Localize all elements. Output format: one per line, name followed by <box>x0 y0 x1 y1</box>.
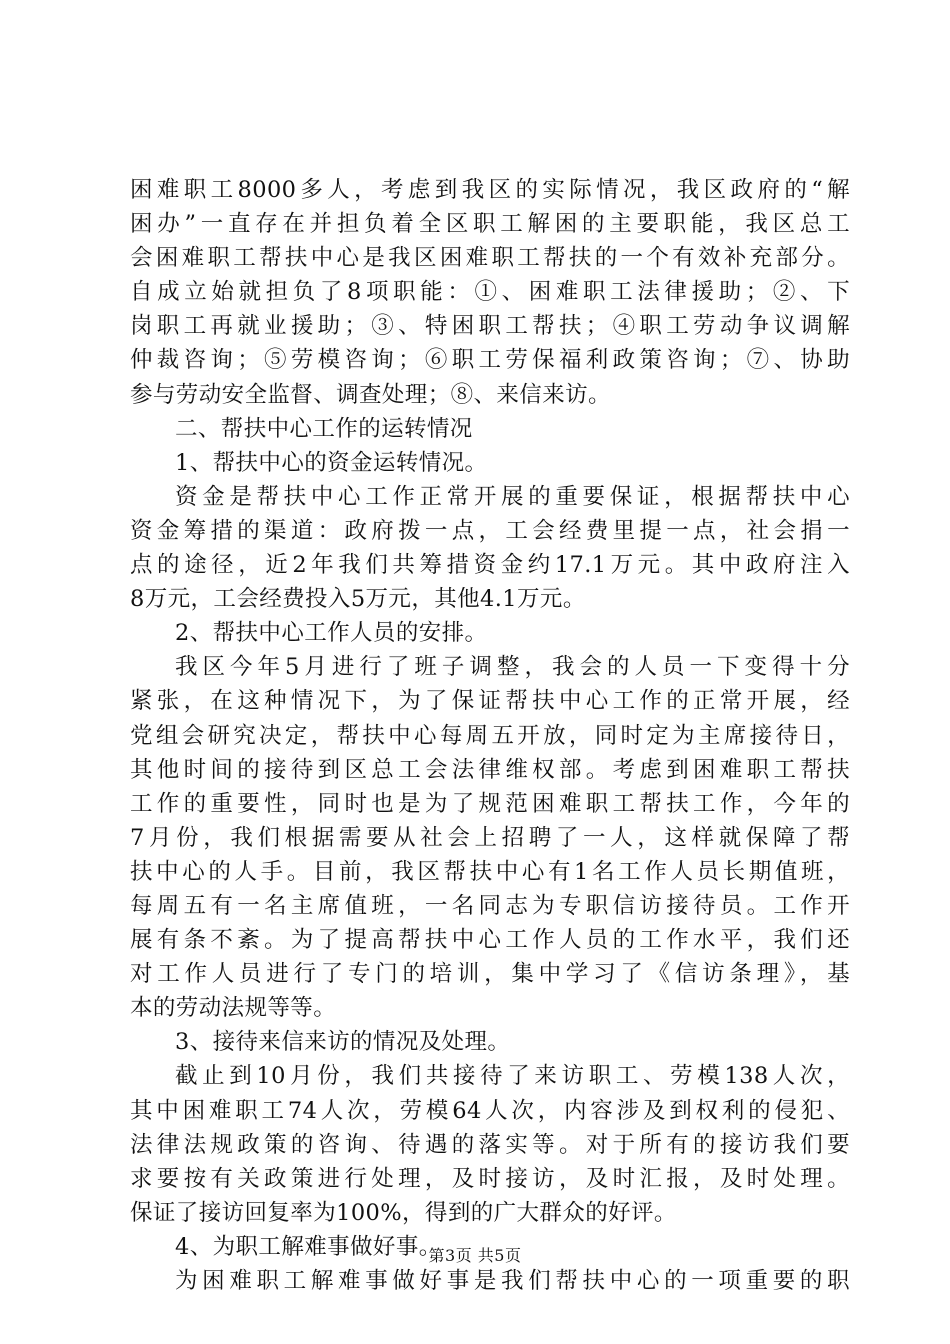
text-line: 其他时间的接待到区总工会法律维权部。考虑到困难职工帮扶 <box>130 756 850 783</box>
text-line: 资金是帮扶中心工作正常开展的重要保证，根据帮扶中心 <box>175 483 850 510</box>
text-line: 二、帮扶中心工作的运转情况 <box>175 415 473 442</box>
text-line: 困难职工8000多人，考虑到我区的实际情况，我区政府的“解 <box>130 177 850 203</box>
text-line: 本的劳动法规等等。 <box>130 995 337 1022</box>
text-line: 党组会研究决定，帮扶中心每周五开放，同时定为主席接待日， <box>130 722 850 749</box>
page-footer: 第3页 共5页 <box>428 1246 522 1265</box>
text-line: 参与劳动安全监督、调查处理；⑧、来信来访。 <box>130 381 611 408</box>
text-line: 法律法规政策的咨询、待遇的落实等。对于所有的接访我们要 <box>130 1131 850 1158</box>
text-line: 每周五有一名主席值班，一名同志为专职信访接待员。工作开 <box>130 892 850 919</box>
text-line: 求要按有关政策进行处理，及时接访，及时汇报，及时处理。 <box>130 1165 850 1192</box>
text-line: 紧张，在这种情况下，为了保证帮扶中心工作的正常开展，经 <box>130 688 850 715</box>
text-line: 仲裁咨询；⑤劳模咨询；⑥职工劳保福利政策咨询；⑦、协助 <box>130 347 850 374</box>
text-line: 截止到10月份，我们共接待了来访职工、劳模138人次， <box>175 1063 850 1090</box>
text-line: 1、帮扶中心的资金运转情况。 <box>175 449 488 476</box>
text-line: 点的途径，近2年我们共筹措资金约17.1万元。其中政府注入 <box>130 552 850 579</box>
text-line: 4、为职工解难事做好事。 <box>175 1233 442 1260</box>
text-line: 展有条不紊。为了提高帮扶中心工作人员的工作水平，我们还 <box>130 927 850 954</box>
text-line: 扶中心的人手。目前，我区帮扶中心有1名工作人员长期值班， <box>130 858 850 885</box>
text-line: 岗职工再就业援助；③、特困职工帮扶；④职工劳动争议调解 <box>130 313 850 340</box>
text-line: 对工作人员进行了专门的培训，集中学习了《信访条理》，基 <box>130 961 850 988</box>
text-line: 3、接待来信来访的情况及处理。 <box>175 1029 511 1056</box>
text-line: 我区今年5月进行了班子调整，我会的人员一下变得十分 <box>175 654 850 681</box>
text-line: 为困难职工解难事做好事是我们帮扶中心的一项重要的职 <box>175 1268 850 1294</box>
text-line: 2、帮扶中心工作人员的安排。 <box>175 620 488 647</box>
text-line: 7月份，我们根据需要从社会上招聘了一人，这样就保障了帮 <box>130 824 850 851</box>
text-line: 资金筹措的渠道：政府拨一点，工会经费里提一点，社会捐一 <box>130 517 850 544</box>
document-body <box>130 173 850 1298</box>
text-line: 工作的重要性，同时也是为了规范困难职工帮扶工作，今年的 <box>130 790 850 817</box>
text-line: 困办”一直存在并担负着全区职工解困的主要职能，我区总工 <box>130 211 850 238</box>
text-line: 保证了接访回复率为100%，得到的广大群众的好评。 <box>130 1199 677 1226</box>
text-line: 自成立始就担负了8项职能：①、困难职工法律援助；②、下 <box>130 279 850 306</box>
text-line: 会困难职工帮扶中心是我区困难职工帮扶的一个有效补充部分。 <box>130 245 850 272</box>
text-line: 其中困难职工74人次，劳模64人次，内容涉及到权利的侵犯、 <box>130 1097 850 1124</box>
text-line: 8万元，工会经费投入5万元，其他4.1万元。 <box>130 586 586 613</box>
